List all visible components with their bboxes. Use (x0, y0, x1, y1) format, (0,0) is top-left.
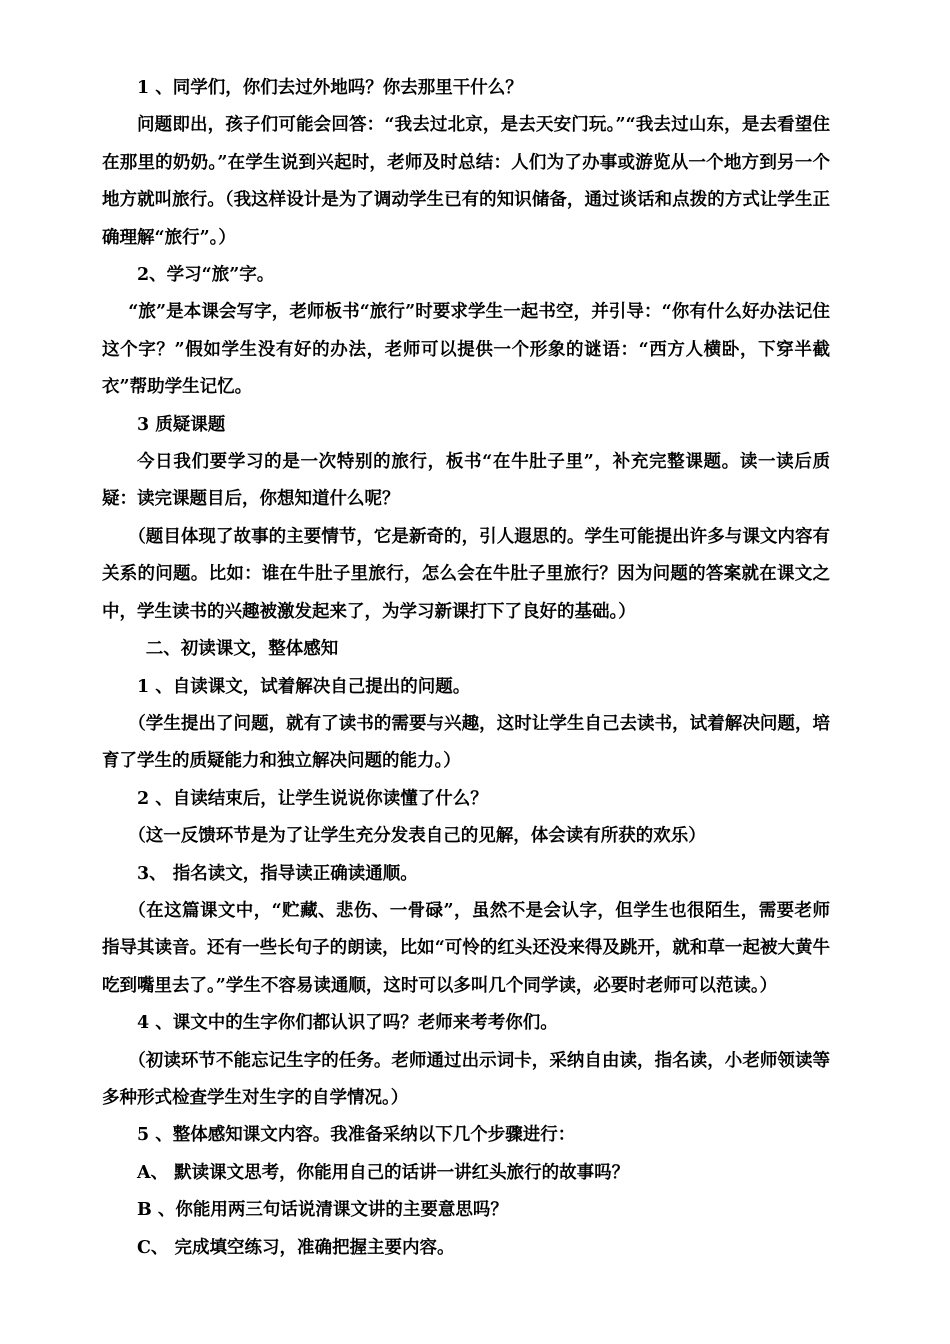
paragraph-step-2: 2 、自读结束后，让学生说说你读懂了什么？ (137, 788, 488, 809)
paragraph-student-answers: 问题即出，孩子们可能会回答：“我去过北京，是去天安门玩。”“我去过山东，是去看望住在那里的奶奶。”在学生说到兴起时，老师及时总结：人们为了办事或游览从一个地方到另一个地方就叫旅行。（我这样设计是为了调动学生已有的知识储备，通过谈话和点拨的方式让学生正确理解“旅行”。） (102, 115, 830, 248)
paragraph-title-intro: 今日我们要学习的是一次特别的旅行，板书“在牛肚子里”，补充完整课题。读一读后质疑：读完课题目后，你想知道什么呢？ (102, 452, 830, 510)
paragraph-character-lv: “旅”是本课会写字，老师板书“旅行”时要求学生一起书空，并引导：“你有什么好办法记住这个字？”假如学生没有好的办法，老师可以提供一个形象的谜语：“西方人横卧，下穿半截衣”帮助学生记忆。 (102, 302, 830, 398)
paragraph-step-5: 5 、整体感知课文内容。我准备采纳以下几个步骤进行： (137, 1125, 576, 1146)
paragraph-heading-question-title: 3 质疑课题 (137, 414, 226, 435)
paragraph-step-1: 1 、自读课文，试着解决自己提出的问题。 (137, 676, 471, 697)
paragraph-step-4: 4 、课文中的生字你们都认识了吗？老师来考考你们。 (137, 1013, 558, 1034)
paragraph-step-3-note: （在这篇课文中，“贮藏、悲伤、一骨碌”，虽然不是会认字，但学生也很陌生，需要老师指导其读音。还有一些长句子的朗读，比如“可怜的红头还没来得及跳开，就和草一起被大黄牛吃到嘴里去了。”学生不容易读通顺，这时可以多叫几个同学读，必要时老师可以范读。） (102, 900, 830, 996)
section-heading-first-reading: 二、初读课文，整体感知 (145, 639, 339, 660)
paragraph-heading-learn-character: 2、学习“旅”字。 (137, 265, 275, 286)
paragraph-title-note: （题目体现了故事的主要情节，它是新奇的，引人遐思的。学生可能提出许多与课文内容有关系的问题。比如：谁在牛肚子里旅行，怎么会在牛肚子里旅行？因为问题的答案就在课文之中，学生读书的兴趣被激发起来了，为学习新课打下了良好的基础。） (102, 526, 830, 622)
paragraph-step-4-note: （初读环节不能忘记生字的任务。老师通过出示词卡，采纳自由读，指名读，小老师领读等多种形式检查学生对生字的自学情况。） (102, 1050, 830, 1108)
list-item-a: A、 默读课文思考，你能用自己的话讲一讲红头旅行的故事吗？ (137, 1162, 630, 1183)
list-item-c: C、 完成填空练习，准确把握主要内容。 (137, 1237, 455, 1258)
list-item-b: B 、你能用两三句话说清课文讲的主要意思吗？ (137, 1200, 508, 1221)
paragraph-step-2-note: （这一反馈环节是为了让学生充分发表自己的见解，体会读有所获的欢乐） (128, 826, 706, 847)
paragraph-question-1: 1 、同学们，你们去过外地吗？你去那里干什么？ (137, 78, 523, 98)
paragraph-step-3: 3、 指名读文，指导读正确读通顺。 (137, 863, 418, 884)
document-body (102, 70, 830, 1267)
paragraph-step-1-note: （学生提出了问题，就有了读书的需要与兴趣，这时让学生自己去读书，试着解决问题，培育了学生的质疑能力和独立解决问题的能力。） (102, 713, 830, 772)
